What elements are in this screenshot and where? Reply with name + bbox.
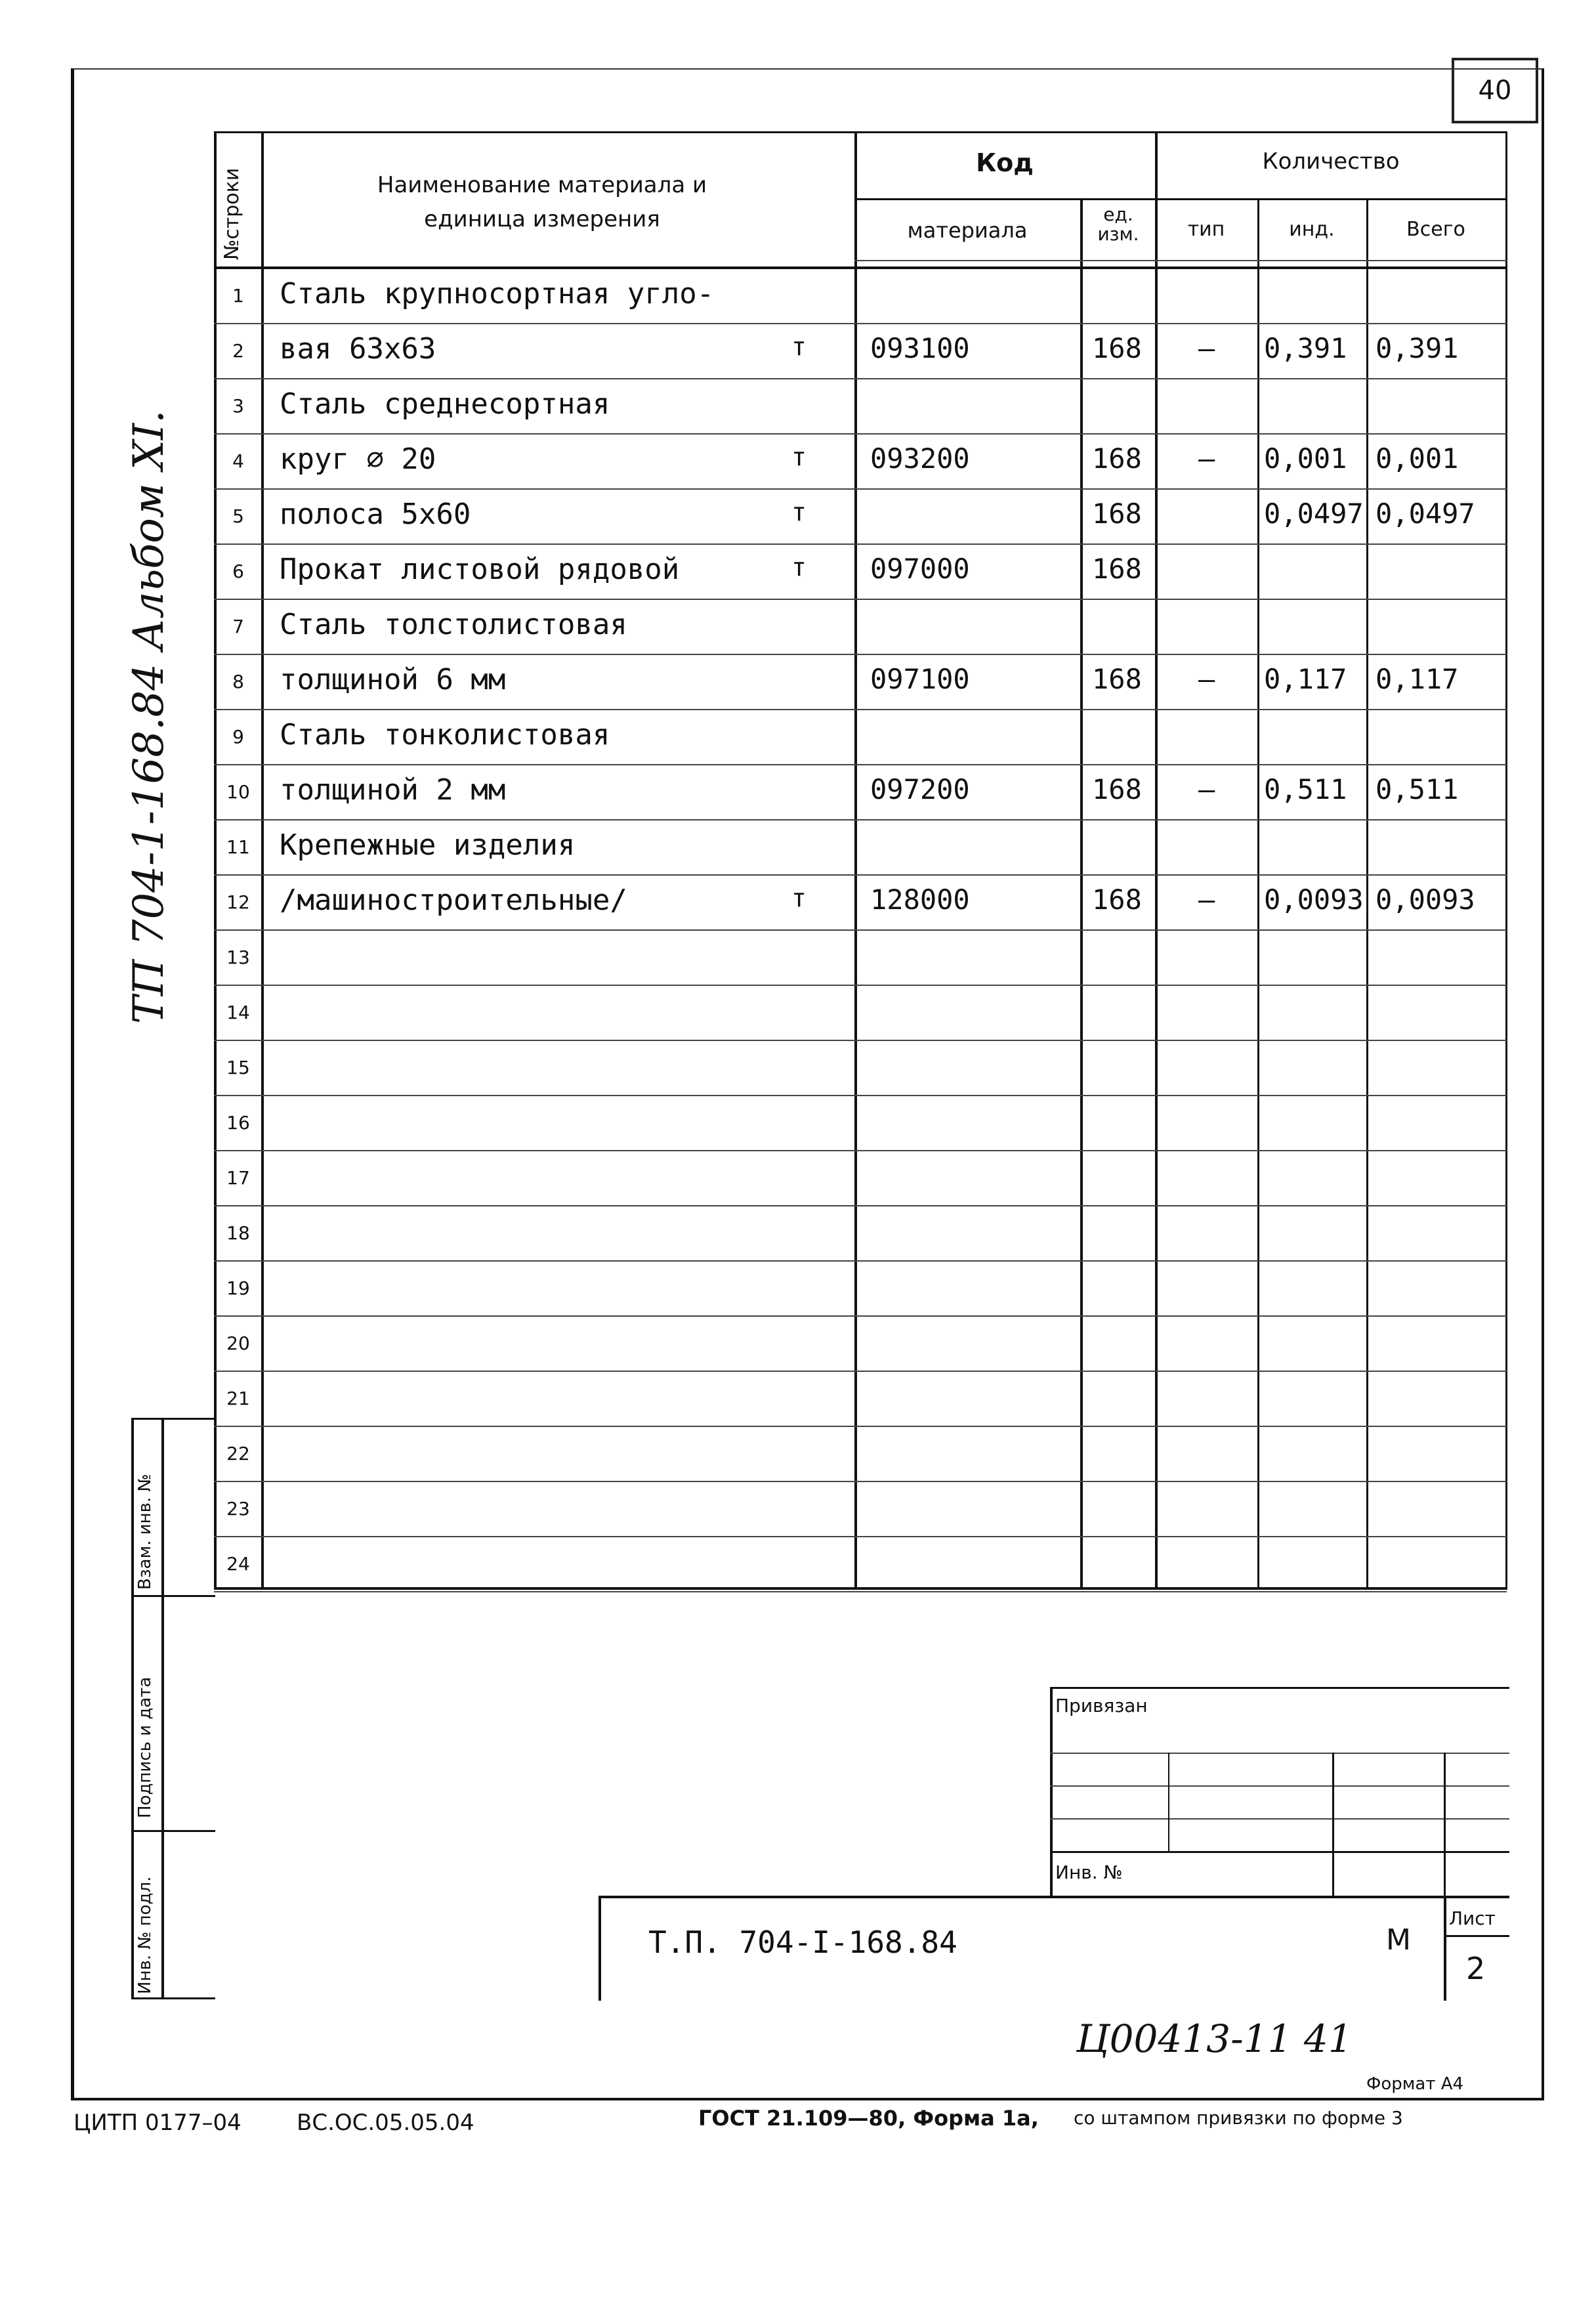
unit-code: 168 [1092,332,1142,364]
material-code: 097100 [870,663,970,695]
qty-ind: 0,117 [1264,663,1347,695]
unit-code: 168 [1092,773,1142,805]
material-code: 093200 [870,442,970,475]
material-code: 128000 [870,884,970,916]
row-number: 3 [232,395,244,417]
header-ind: инд. [1289,218,1335,241]
material-name: полоса 5х60 [280,498,471,531]
table-row [214,269,1507,324]
row-number: 7 [232,616,244,637]
table-row [214,986,1507,1041]
row-number: 6 [232,561,244,582]
unit-code: 168 [1092,498,1142,530]
table-row [214,435,1507,490]
row-number: 23 [226,1498,250,1520]
unit-code: 168 [1092,884,1142,916]
material-unit-t: т [791,332,807,361]
row-number: 14 [226,1002,250,1023]
row-number: 10 [226,781,250,803]
qty-typ: – [1198,663,1215,695]
qty-total: 0,001 [1376,442,1459,475]
format-label: Формат А4 [1366,2074,1464,2094]
stamp-inv-podl: Инв. № подл. [135,1876,155,1994]
table-row [214,1482,1507,1537]
material-unit-t: т [791,442,807,471]
row-number: 18 [226,1222,250,1244]
qty-ind: 0,511 [1264,773,1347,805]
qty-typ: – [1198,773,1215,805]
row-number: 21 [226,1388,250,1409]
header-name: Наименование материала и единица измерения [377,172,707,232]
qty-total: 0,511 [1376,773,1459,805]
qty-total: 0,117 [1376,663,1459,695]
stamp-podpis: Подпись и дата [135,1676,155,1818]
side-stamp [131,1418,215,1999]
title-block [598,1896,1509,2001]
header-total: Всего [1406,218,1465,241]
material-code: 093100 [870,332,970,364]
material-name: /машиностроительные/ [280,884,627,917]
row-number: 9 [232,726,244,748]
header-code: Код [976,148,1034,177]
table-row [214,600,1507,655]
table-row [214,765,1507,820]
footer-gost: ГОСТ 21.109—80, Форма 1а, [698,2106,1039,2131]
table-row [214,1262,1507,1317]
qty-ind: 0,0093 [1264,884,1364,916]
row-number: 2 [232,340,244,362]
row-number: 22 [226,1443,250,1464]
material-name: Сталь толстолистовая [280,608,627,641]
row-number: 19 [226,1277,250,1299]
header-material: материала [907,218,1028,243]
title-letter: М [1386,1923,1411,1957]
table-row [214,931,1507,986]
table-row [214,545,1507,600]
page-number: 40 [1452,58,1538,123]
footer-left2: ВС.ОС.05.05.04 [297,2110,474,2136]
header-quantity: Количество [1262,148,1400,175]
row-number: 20 [226,1332,250,1354]
table-row [214,1317,1507,1372]
header-unit: ед. изм. [1097,203,1139,245]
qty-ind: 0,391 [1264,332,1347,364]
sheet-label: Лист [1449,1907,1496,1929]
table-row [214,1372,1507,1427]
qty-ind: 0,001 [1264,442,1347,475]
unit-code: 168 [1092,663,1142,695]
table-row [214,710,1507,765]
material-name: толщиной 6 мм [280,663,506,696]
qty-ind: 0,0497 [1264,498,1364,530]
table-row [214,1151,1507,1206]
table-row [214,655,1507,710]
qty-typ: – [1198,332,1215,364]
material-name: Сталь тонколистовая [280,718,610,752]
table-row [214,324,1507,379]
table-row [214,1427,1507,1482]
table-row [214,1537,1507,1592]
stamp-privyazan: Привязан [1055,1695,1148,1716]
row-number: 13 [226,947,250,968]
material-name: круг ∅ 20 [280,442,436,476]
material-unit-t: т [791,884,807,912]
qty-total: 0,391 [1376,332,1459,364]
table-row [214,379,1507,435]
handwritten-code: Ц00413-11 41 [1076,2016,1353,2061]
row-number: 1 [232,285,244,307]
row-number: 8 [232,671,244,692]
qty-typ: – [1198,884,1215,916]
material-unit-t: т [791,498,807,526]
header-row-no: №строки [220,167,243,260]
unit-code: 168 [1092,442,1142,475]
material-unit-t: т [791,553,807,582]
qty-total: 0,0497 [1376,498,1475,530]
material-name: вая 63х63 [280,332,436,366]
table-row [214,1206,1507,1262]
material-name: Сталь среднесортная [280,387,610,421]
row-number: 5 [232,505,244,527]
materials-table [214,131,1507,1588]
stamp-vzam: Взам. инв. № [135,1474,155,1590]
row-number: 15 [226,1057,250,1078]
footer-gost-rest: со штампом привязки по форме 3 [1074,2107,1403,2129]
material-name: Прокат листовой рядовой [280,553,680,586]
qty-total: 0,0093 [1376,884,1475,916]
table-row [214,820,1507,876]
table-row [214,1096,1507,1151]
sheet-number: 2 [1466,1951,1486,1986]
row-number: 12 [226,891,250,913]
row-number: 11 [226,836,250,858]
qty-typ: – [1198,442,1215,475]
header-typ: тип [1187,218,1225,241]
material-name: толщиной 2 мм [280,773,506,807]
material-name: Крепежные изделия [280,828,576,862]
material-code: 097000 [870,553,970,585]
row-number: 4 [232,450,244,472]
material-name: Сталь крупносортная угло- [280,277,715,310]
table-row [214,876,1507,931]
table-row [214,1041,1507,1096]
title-designation: Т.П. 704-I-168.84 [648,1925,957,1960]
table-row [214,490,1507,545]
stamp-inv-no: Инв. № [1055,1862,1123,1883]
unit-code: 168 [1092,553,1142,585]
footer-left: ЦИТП 0177–04 [74,2110,242,2136]
privyazka-stamp [1050,1687,1509,1897]
row-number: 16 [226,1112,250,1134]
row-number: 17 [226,1167,250,1189]
material-code: 097200 [870,773,970,805]
side-handwritten-label: ТП 704-1-168.84 Альбом XI. [125,410,173,1024]
row-divider [214,1591,1507,1592]
row-number: 24 [226,1553,250,1575]
